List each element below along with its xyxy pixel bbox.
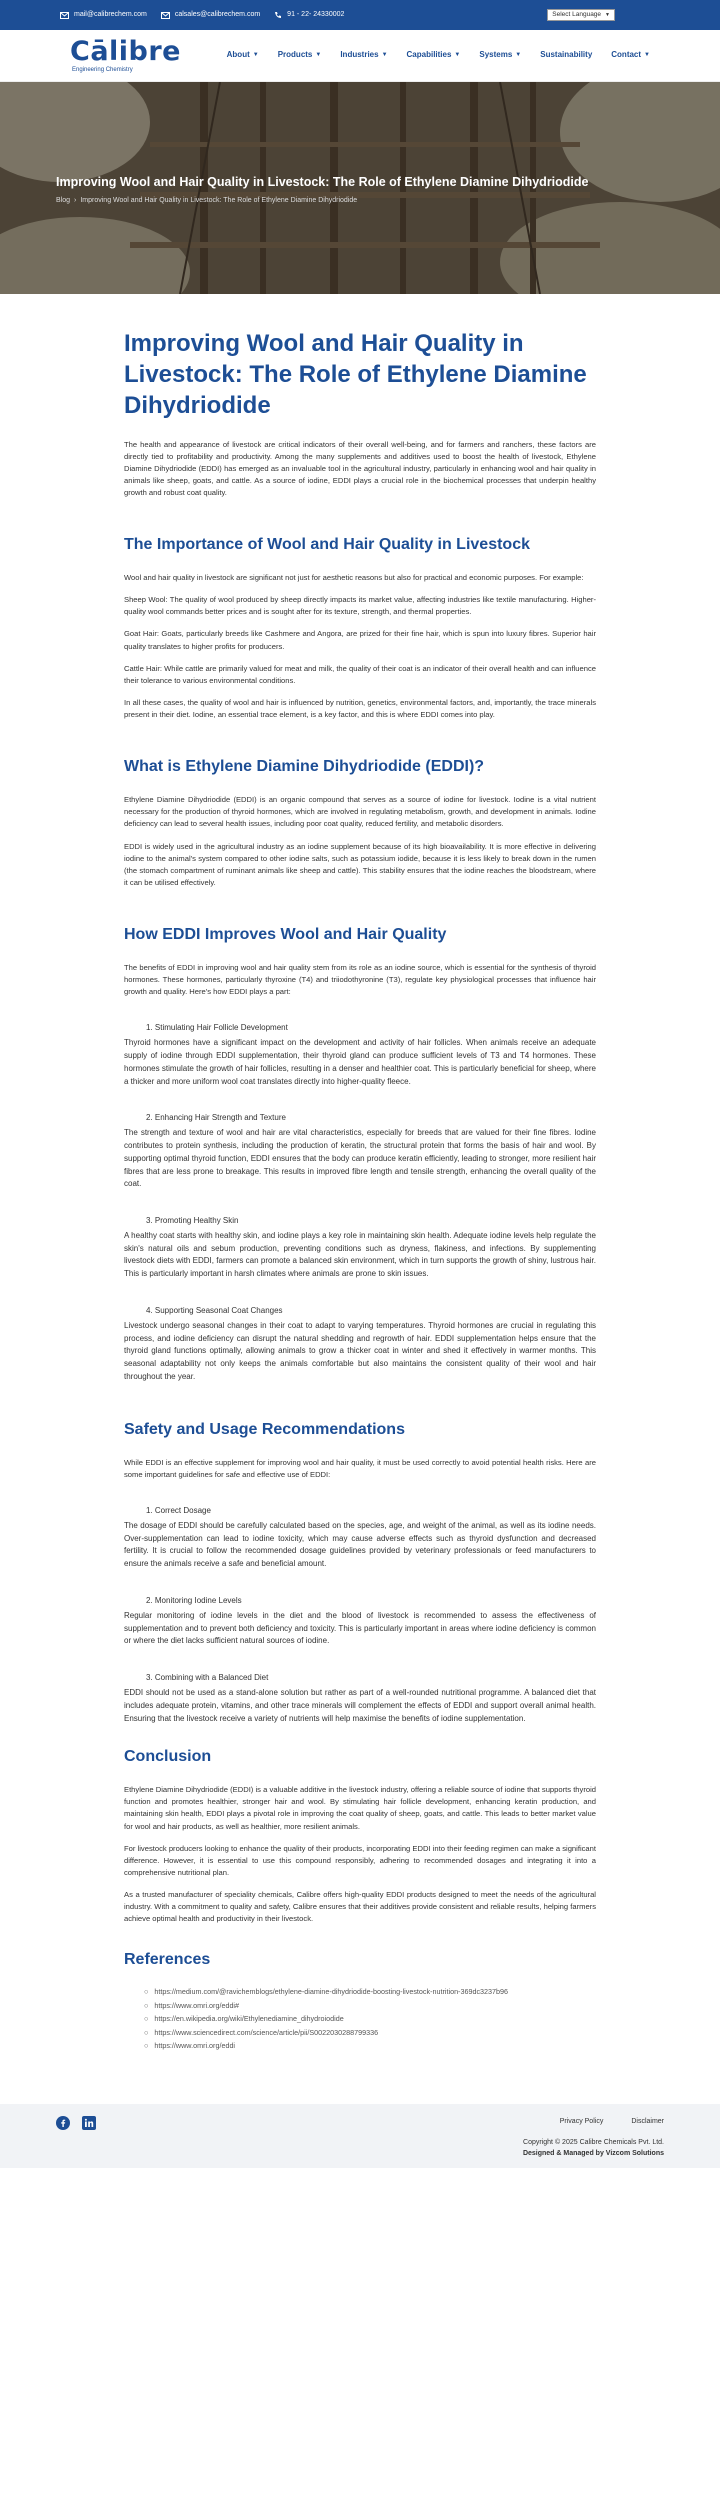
nav-sustainability[interactable] [540, 49, 592, 62]
list-item [124, 1305, 596, 1384]
article-body [124, 294, 596, 2052]
list-item-text: Regular monitoring of iodine levels in the diet and the blood of livestock is recommended to assess the effectiveness of supplementation and to prevent both deficiency and toxicity. This is particularly important in areas where iodine deficiency is common or where the diet lacks sufficient natural sources of iodine. [124, 1610, 596, 1646]
list-item [124, 1595, 596, 1648]
paragraph: As a trusted manufacturer of speciality chemicals, Calibre offers high-quality EDDI products designed to meet the needs of the agricultural industry. With a commitment to quality and safety, Calibre ensures that their additives provide consistent and reliable results, helping farmers achieve optimal health and productivity in their livestock. [124, 1890, 596, 1924]
designed-by-text: Designed & Managed by Vizcom Solutions [522, 2149, 664, 2157]
paragraph: Sheep Wool: The quality of wool produced by sheep directly impacts its market value, affecting industries like textile manufacturing. Higher-quality wool commands better prices and is sought after for its texture, strength, and thermal properties. [124, 595, 596, 617]
paragraph: In all these cases, the quality of wool and hair is influenced by nutrition, genetics, environmental factors, and, importantly, the trace minerals present in their diet. Iodine, an essential trace element, is a key factor, and this is where EDDI comes into play. [124, 698, 596, 720]
nav-industries-label: Industries [340, 50, 379, 60]
copyright-text: Copyright © 2025 Calibre Chemicals Pvt. Ltd. [523, 2138, 664, 2146]
bullet-icon: ○ [144, 2027, 149, 2037]
paragraph: For livestock producers looking to enhance the quality of their products, incorporating EDDI into their feeding regimen can make a significant difference. However, it is essential to use this compound responsibly, adhering to recommended dosages and integrating it into a comprehensive nutritional plan. [124, 1843, 596, 1877]
list-item-text: A healthy coat starts with healthy skin, and iodine plays a key role in maintaining skin health. Adequate iodine levels help regulate the skin's natural oils and sebum production, preventing conditions such as dryness, flakiness, and infections. By supplementing livestock diets with EDDI, farmers can promote a balanced skin environment, which in turn supports the growth of shiny, lustrous hair. This is particularly important in harsh climates where animals are prone to skin issues. [124, 1230, 596, 1279]
phone-link[interactable] [274, 9, 344, 20]
reference-item [144, 2000, 596, 2012]
list-item-title: 4. Supporting Seasonal Coat Changes [146, 1306, 283, 1316]
paragraph: Goat Hair: Goats, particularly breeds like Cashmere and Angora, are prized for their fine hair, which is spun into luxury fibres. Superior hair quality translates to higher profits for producers. [124, 629, 596, 651]
list-item-text: Thyroid hormones have a significant impact on the development and activity of hair follicles. When animals receive an adequate supply of iodine through EDDI supplementation, their thyroid gland can produce sufficient levels of T3 and T4 hormones. These hormones stimulate the growth of hair follicles, resulting in a denser and healthier coat. This is particularly beneficial for sheep, where a thicker and more uniform wool coat translates directly into higher-quality fleece. [124, 1038, 596, 1086]
bullet-icon: ○ [144, 2014, 149, 2024]
article-title: Improving Wool and Hair Quality in Livestock: The Role of Ethylene Diamine Dihydriodide [124, 330, 587, 420]
reference-link[interactable]: https://www.omri.org/eddi# [154, 2000, 240, 2010]
list-item-text: Livestock undergo seasonal changes in their coat to adapt to varying temperatures. Thyroid hormones are crucial in regulating this process, and iodine deficiency can disrupt the natural shedding and regrowth of hair. EDDI supplementation helps ensure that the thyroid gland functions optimally, allowing animals to grow a thicker coat in winter and shed it effectively in warmer months. This seasonal adaptability not only keeps the animals comfortable but also maintains the consistent quality of their wool and hair throughout the year. [124, 1320, 596, 1382]
nav-capabilities[interactable] [407, 49, 461, 62]
social-links [56, 2116, 108, 2130]
site-footer [0, 2104, 720, 2168]
list-item-text: The strength and texture of wool and hair are vital characteristics, especially for breeds that are valued for their fine fibres. Iodine contributes to protein synthesis, including the production of keratin, the structural protein that forms the basis of hair and wool. By supporting optimal thyroid function, EDDI ensures that the body can produce keratin efficiently, leading to stronger, more resilient hair fibres that are less prone to breakage. This results in improved fibre length and tensile strength, enhancing the overall quality of the coat. [124, 1128, 596, 1189]
chevron-down-icon: ▼ [315, 51, 322, 58]
reference-item [144, 2013, 596, 2025]
nav-products-label: Products [277, 50, 313, 60]
mail-icon [161, 12, 170, 19]
list-item [124, 1112, 596, 1191]
guidelines-list [124, 1505, 596, 1725]
disclaimer-link[interactable]: Disclaimer [631, 2117, 664, 2125]
list-item [124, 1505, 596, 1571]
footer-links [532, 2116, 664, 2127]
nav-systems-label: Systems [479, 50, 513, 60]
benefits-list [124, 1022, 596, 1384]
breadcrumb-blog-link[interactable]: Blog [56, 197, 71, 204]
nav-industries[interactable] [340, 49, 387, 62]
copyright [523, 2138, 664, 2160]
nav-systems[interactable] [479, 49, 521, 62]
paragraph: Ethylene Diamine Dihydriodide (EDDI) is an organic compound that serves as a source of iodine for livestock. Iodine is a vital nutrient necessary for the production of thyroid hormones, which are involved in regulating metabolism, growth, and development in animals. Iodine deficiency can lead to several health issues, including poor coat quality, reduced fertility, and metabolic disorders. [124, 795, 596, 829]
privacy-policy-link[interactable]: Privacy Policy [559, 2117, 604, 2125]
list-item-title: 2. Enhancing Hair Strength and Texture [146, 1113, 286, 1123]
reference-item [144, 2040, 596, 2052]
paragraph: While EDDI is an effective supplement for improving wool and hair quality, it must be used correctly to avoid potential health risks. Here are some important guidelines for safe and effective use of EDDI: [124, 1457, 596, 1479]
nav-products[interactable] [278, 49, 322, 62]
paragraph: Wool and hair quality in livestock are significant not just for aesthetic reasons but also for practical and economic purposes. For example: [124, 573, 584, 583]
list-item [124, 1672, 596, 1725]
breadcrumb [56, 195, 357, 206]
linkedin-icon[interactable] [82, 2116, 96, 2130]
list-item-title: 1. Correct Dosage [146, 1505, 211, 1515]
chevron-down-icon: ▼ [381, 51, 388, 58]
logo-wordmark: Cālibre [70, 36, 181, 67]
list-item [124, 1215, 596, 1281]
chevron-down-icon: ▼ [515, 51, 522, 58]
nav-contact-label: Contact [611, 50, 642, 60]
reference-item [144, 1986, 596, 1998]
logo-tagline: Engineering Chemistry [72, 67, 133, 73]
language-select[interactable] [547, 9, 615, 21]
facebook-icon[interactable] [56, 2116, 70, 2130]
reference-link[interactable]: https://medium.com/@ravichemblogs/ethylene-diamine-dihydriodide-boosting-livestock-nutrition-369dc3237b96 [154, 1987, 509, 1997]
calibre-logo[interactable] [70, 38, 181, 73]
chevron-down-icon: ▼ [252, 51, 259, 58]
list-item-title: 3. Promoting Healthy Skin [146, 1216, 239, 1226]
section-heading-how-eddi-improves: How EDDI Improves Wool and Hair Quality [124, 926, 447, 944]
reference-link[interactable]: https://www.omri.org/eddi [154, 2041, 236, 2051]
bullet-icon: ○ [144, 2000, 149, 2010]
chevron-down-icon: ▼ [605, 12, 610, 18]
list-item-title: 3. Combining with a Balanced Diet [146, 1673, 269, 1683]
list-item [124, 1022, 596, 1088]
nav-about[interactable] [227, 49, 259, 62]
chevron-down-icon: ▼ [644, 51, 650, 58]
language-select-label: Select Language [552, 10, 602, 18]
intro-paragraph: The health and appearance of livestock are critical indicators of their overall well-being, and for farmers and ranchers, these factors are directly tied to profitability and productivity. Among the many supplements and additives used to boost the health of livestock, Ethylene Diamine Dihydriodide (EDDI) has emerged as an invaluable tool in the agricultural industry, particularly in enhancing wool and hair quality in animals like sheep, goats, and cattle. As a source of iodine, EDDI plays a crucial role in the biochemical processes that underpin healthy growth and robust coat quality. [124, 439, 596, 498]
list-item-title: 2. Monitoring Iodine Levels [146, 1595, 242, 1605]
paragraph: EDDI is widely used in the agricultural industry as an iodine supplement because of its high bioavailability. It is more effective in delivering iodine to the animal's system compared to other iodine salts, such as potassium iodide, because it is less likely to break down in the rumen (the stomach compartment of ruminant animals like sheep and cattle). This stability ensures that the iodine reaches the bloodstream, where it can be utilised effectively. [124, 841, 596, 887]
chevron-down-icon: ▼ [454, 51, 461, 58]
section-heading-references: References [124, 1950, 211, 1968]
nav-contact[interactable] [611, 49, 650, 62]
paragraph: Ethylene Diamine Dihydriodide (EDDI) is a valuable additive in the livestock industry, offering a reliable source of iodine that supports thyroid function and promotes healthier, stronger hair and wool. By stimulating hair follicle development, enhancing keratin production, and maintaining skin health, EDDI plays a pivotal role in improving the coat quality of sheep, goats, and cattle. This leads to better market value for wool and hair products, as well as healthier, more resilient animals. [124, 1785, 596, 1831]
email-2-text: calsales@calibrechem.com [174, 11, 261, 19]
bullet-icon: ○ [144, 2041, 149, 2051]
reference-link[interactable]: https://en.wikipedia.org/wiki/Ethylenediamine_dihydroiodide [154, 2014, 344, 2024]
nav-about-label: About [226, 50, 250, 60]
bullet-icon: ○ [144, 1987, 149, 1997]
paragraph: Cattle Hair: While cattle are primarily valued for meat and milk, the quality of their coat is an indicator of their overall health and can influence their tolerance to various environmental conditions. [124, 663, 596, 685]
hero-banner [0, 82, 720, 294]
list-item-text: EDDI should not be used as a stand-alone solution but rather as part of a well-rounded nutritional programme. A balanced diet that includes adequate protein, vitamins, and other trace minerals will complement the effects of EDDI and support overall animal health. Ensuring that the livestock receive a variety of nutrients will help maximise the benefits of iodine supplementation. [124, 1687, 596, 1723]
phone-text: 91 - 22- 24330002 [287, 11, 345, 19]
list-item-title: 1. Stimulating Hair Follicle Development [146, 1023, 288, 1033]
list-item-text: The dosage of EDDI should be carefully calculated based on the species, age, and weight of the animal, as well as its iodine needs. Over-supplementation can lead to iodine toxicity, which may cause adverse effects such as thyroid dysfunction and decreased fertility. It is crucial to follow the recommended dosage guidelines provided by veterinary professionals or feed manufacturers to ensure the animals receive a safe and beneficial amount. [124, 1520, 596, 1569]
section-heading-conclusion: Conclusion [124, 1748, 212, 1766]
reference-link[interactable]: https://www.sciencedirect.com/science/article/pii/S0022030288799336 [154, 2027, 379, 2037]
email-1-text: mail@calibrechem.com [74, 11, 147, 19]
phone-icon [274, 11, 282, 19]
breadcrumb-current: Improving Wool and Hair Quality in Livestock: The Role of Ethylene Diamine Dihydriodide [80, 197, 358, 204]
top-contact-bar [0, 0, 720, 30]
references-list [124, 1986, 596, 2052]
hero-title: Improving Wool and Hair Quality in Livestock: The Role of Ethylene Diamine Dihydriodide [56, 175, 589, 189]
nav-capabilities-label: Capabilities [406, 50, 452, 60]
section-heading-safety: Safety and Usage Recommendations [124, 1420, 405, 1438]
email-link-1[interactable] [60, 9, 147, 20]
breadcrumb-separator: › [74, 197, 77, 204]
section-heading-importance: The Importance of Wool and Hair Quality in Livestock [124, 536, 530, 554]
mail-icon [60, 12, 69, 19]
nav-sustainability-label: Sustainability [540, 50, 593, 60]
main-menu [208, 49, 650, 62]
email-link-2[interactable] [161, 9, 260, 20]
main-header [0, 30, 720, 82]
section-heading-what-is-eddi: What is Ethylene Diamine Dihydriodide (EDDI)? [124, 758, 485, 776]
reference-item [144, 2027, 596, 2039]
paragraph: The benefits of EDDI in improving wool and hair quality stem from its role as an iodine source, which is essential for the synthesis of thyroid hormones. These hormones, particularly thyroxine (T4) and triiodothyronine (T3), regulate key physiological processes that influence hair growth and quality. Here's how EDDI plays a part: [124, 962, 596, 997]
